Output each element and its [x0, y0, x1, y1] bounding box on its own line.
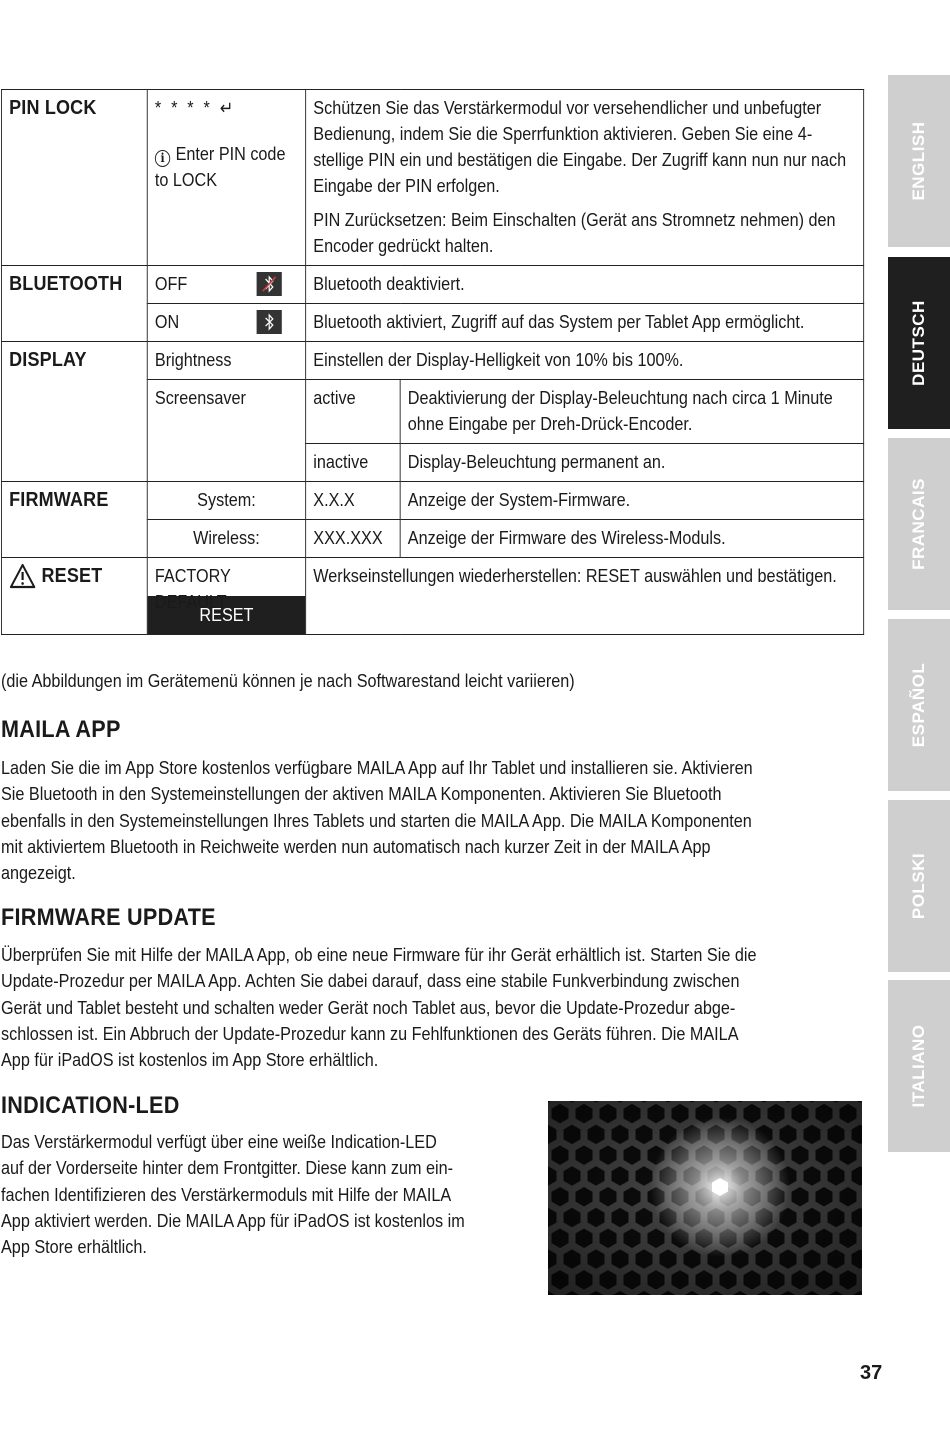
display-label: DISPLAY	[1, 342, 147, 482]
table-row	[1, 266, 863, 304]
text-line: App für iPadOS ist kostenlos im App Store erhältlich.	[1, 1050, 379, 1071]
pin-lock-hint: Enter PIN code to LOCK	[154, 144, 286, 190]
screensaver-inactive-label: inactive	[306, 444, 401, 482]
tab-deutsch[interactable]	[888, 257, 950, 429]
screensaver-label: Screensaver	[147, 380, 305, 482]
text-line: Sie Bluetooth in den Systemeinstellungen der aktiven MAILA Komponenten. Aktivieren Sie Bluetooth	[1, 784, 722, 805]
reset-description: Werkseinstellungen wiederherstellen: RESET auswählen und bestätigen.	[306, 558, 864, 635]
factory-default-label: FACTORY DEFAULT	[154, 566, 231, 612]
tab-francais-label: FRANCAIS	[909, 478, 928, 570]
section-body-firmware-update	[1, 942, 756, 1073]
bluetooth-off-cell	[147, 266, 305, 304]
text-line: App Store erhältlich.	[1, 1237, 147, 1258]
tab-polski-label: POLSKI	[909, 852, 928, 920]
tab-espanol-label: ESPAÑOL	[909, 662, 928, 748]
pin-lock-code: * * * * ↵	[154, 98, 236, 118]
text-line: ebenfalls in den Systemeinstellungen Ihres Tablets und starten die MAILA App. Die MAILA Komponenten	[1, 810, 752, 831]
bluetooth-off-label: OFF	[154, 274, 188, 294]
bluetooth-off-icon	[257, 272, 282, 296]
brightness-description: Einstellen der Display-Helligkeit von 10% bis 100%.	[306, 342, 864, 380]
firmware-wireless-description: Anzeige der Firmware des Wireless-Moduls.	[400, 520, 864, 558]
text-line: schlossen ist. Ein Abbruch der Update-Prozedur kann zu Fehlfunktionen des Geräts führen. Die MAILA	[1, 1023, 739, 1044]
firmware-wireless-value: XXX.XXX	[306, 520, 401, 558]
firmware-system-description: Anzeige der System-Firmware.	[400, 482, 864, 520]
firmware-system-value: X.X.X	[306, 482, 401, 520]
pin-lock-reset-note: PIN Zurücksetzen: Beim Einschalten (Gerät ans Stromnetz nehmen) den Encoder gedrückt halten.	[313, 210, 836, 256]
section-body-indication-led	[1, 1129, 465, 1260]
indication-led-photo	[548, 1101, 862, 1295]
reset-button: RESET	[148, 596, 305, 634]
table-row	[1, 558, 863, 635]
firmware-system-label: System:	[147, 482, 305, 520]
text-line: auf der Vorderseite hinter dem Frontgitter. Diese kann zum ein-	[1, 1158, 454, 1179]
tab-italiano[interactable]	[888, 980, 950, 1152]
firmware-label: FIRMWARE	[1, 482, 147, 558]
text-line: angezeigt.	[1, 863, 76, 884]
bluetooth-on-label: ON	[154, 312, 180, 332]
reset-label: RESET	[9, 563, 139, 589]
tab-espanol[interactable]	[888, 619, 950, 791]
section-title-firmware-update: FIRMWARE UPDATE	[1, 904, 216, 931]
section-body-maila-app	[1, 755, 753, 886]
bluetooth-off-description: Bluetooth deaktiviert.	[306, 266, 864, 304]
text-line: Überprüfen Sie mit Hilfe der MAILA App, ob eine neue Firmware für ihr Gerät erhältlich ist. Starten Sie die	[1, 945, 757, 965]
text-line: Laden Sie die im App Store kostenlos verfügbare MAILA App auf Ihr Tablet und installieren sie. Aktivieren	[1, 758, 753, 778]
bluetooth-label: BLUETOOTH	[1, 266, 147, 342]
table-caption: (die Abbildungen im Gerätemenü können je nach Softwarestand leicht variieren)	[1, 671, 575, 691]
tab-english-label: ENGLISH	[909, 121, 928, 201]
table-row	[1, 482, 863, 520]
info-icon: i	[155, 150, 170, 167]
tab-polski[interactable]	[888, 800, 950, 972]
pin-lock-code-cell	[147, 90, 305, 266]
pin-lock-description-cell	[306, 90, 864, 266]
section-title-maila-app: MAILA APP	[1, 716, 121, 743]
screensaver-inactive-description: Display-Beleuchtung permanent an.	[400, 444, 864, 482]
settings-table	[1, 89, 864, 635]
pin-lock-hint-wrap	[155, 141, 298, 193]
bluetooth-icon	[257, 310, 282, 334]
pin-lock-description: Schützen Sie das Verstärkermodul vor versehendlicher und unbefugter Bedienung, indem Sie die Sperrfunktion aktivieren. Geben Sie eine 4-stellige PIN ein und bestätigen die Eingabe. Der Zugriff kann nun nur nach Eingabe der PIN erfolgen.	[313, 98, 847, 196]
tab-italiano-label: ITALIANO	[909, 1024, 928, 1108]
page-number: 37	[860, 1362, 883, 1384]
text-line: App aktiviert werden. Die MAILA App für iPadOS ist kostenlos im	[1, 1210, 465, 1231]
text-line: fachen Identifizieren des Verstärkermoduls mit Hilfe der MAILA	[1, 1184, 452, 1205]
screensaver-active-label: active	[306, 380, 401, 444]
text-line: mit aktiviertem Bluetooth in Reichweite werden nun automatisch nach kurzer Zeit in der MAILA App	[1, 836, 711, 857]
firmware-wireless-label: Wireless:	[147, 520, 305, 558]
text-line: Update-Prozedur per MAILA App. Achten Sie dabei darauf, dass eine stabile Funkverbindung zwischen	[1, 971, 740, 992]
section-title-indication-led: INDICATION-LED	[1, 1092, 180, 1119]
bluetooth-on-description: Bluetooth aktiviert, Zugriff auf das System per Tablet App ermöglicht.	[306, 304, 864, 342]
bluetooth-on-cell	[147, 304, 305, 342]
reset-options-cell	[147, 558, 305, 635]
table-row	[1, 342, 863, 380]
pin-lock-label: PIN LOCK	[1, 90, 147, 266]
screensaver-active-description: Deaktivierung der Display-Beleuchtung nach circa 1 Minute ohne Eingabe per Dreh-Drück-Encoder.	[400, 380, 864, 444]
text-line: Das Verstärkermodul verfügt über eine weiße Indication-LED	[1, 1132, 437, 1152]
tab-francais[interactable]	[888, 438, 950, 610]
text-line: Gerät und Tablet besteht und schalten weder Gerät noch Tablet aus, bevor die Update-Prozedur abge-	[1, 997, 736, 1018]
warning-icon	[9, 563, 36, 589]
tab-deutsch-label: DEUTSCH	[909, 300, 928, 386]
reset-label-cell	[1, 558, 147, 635]
table-row	[1, 90, 863, 266]
tab-english[interactable]	[888, 75, 950, 247]
brightness-label: Brightness	[147, 342, 305, 380]
